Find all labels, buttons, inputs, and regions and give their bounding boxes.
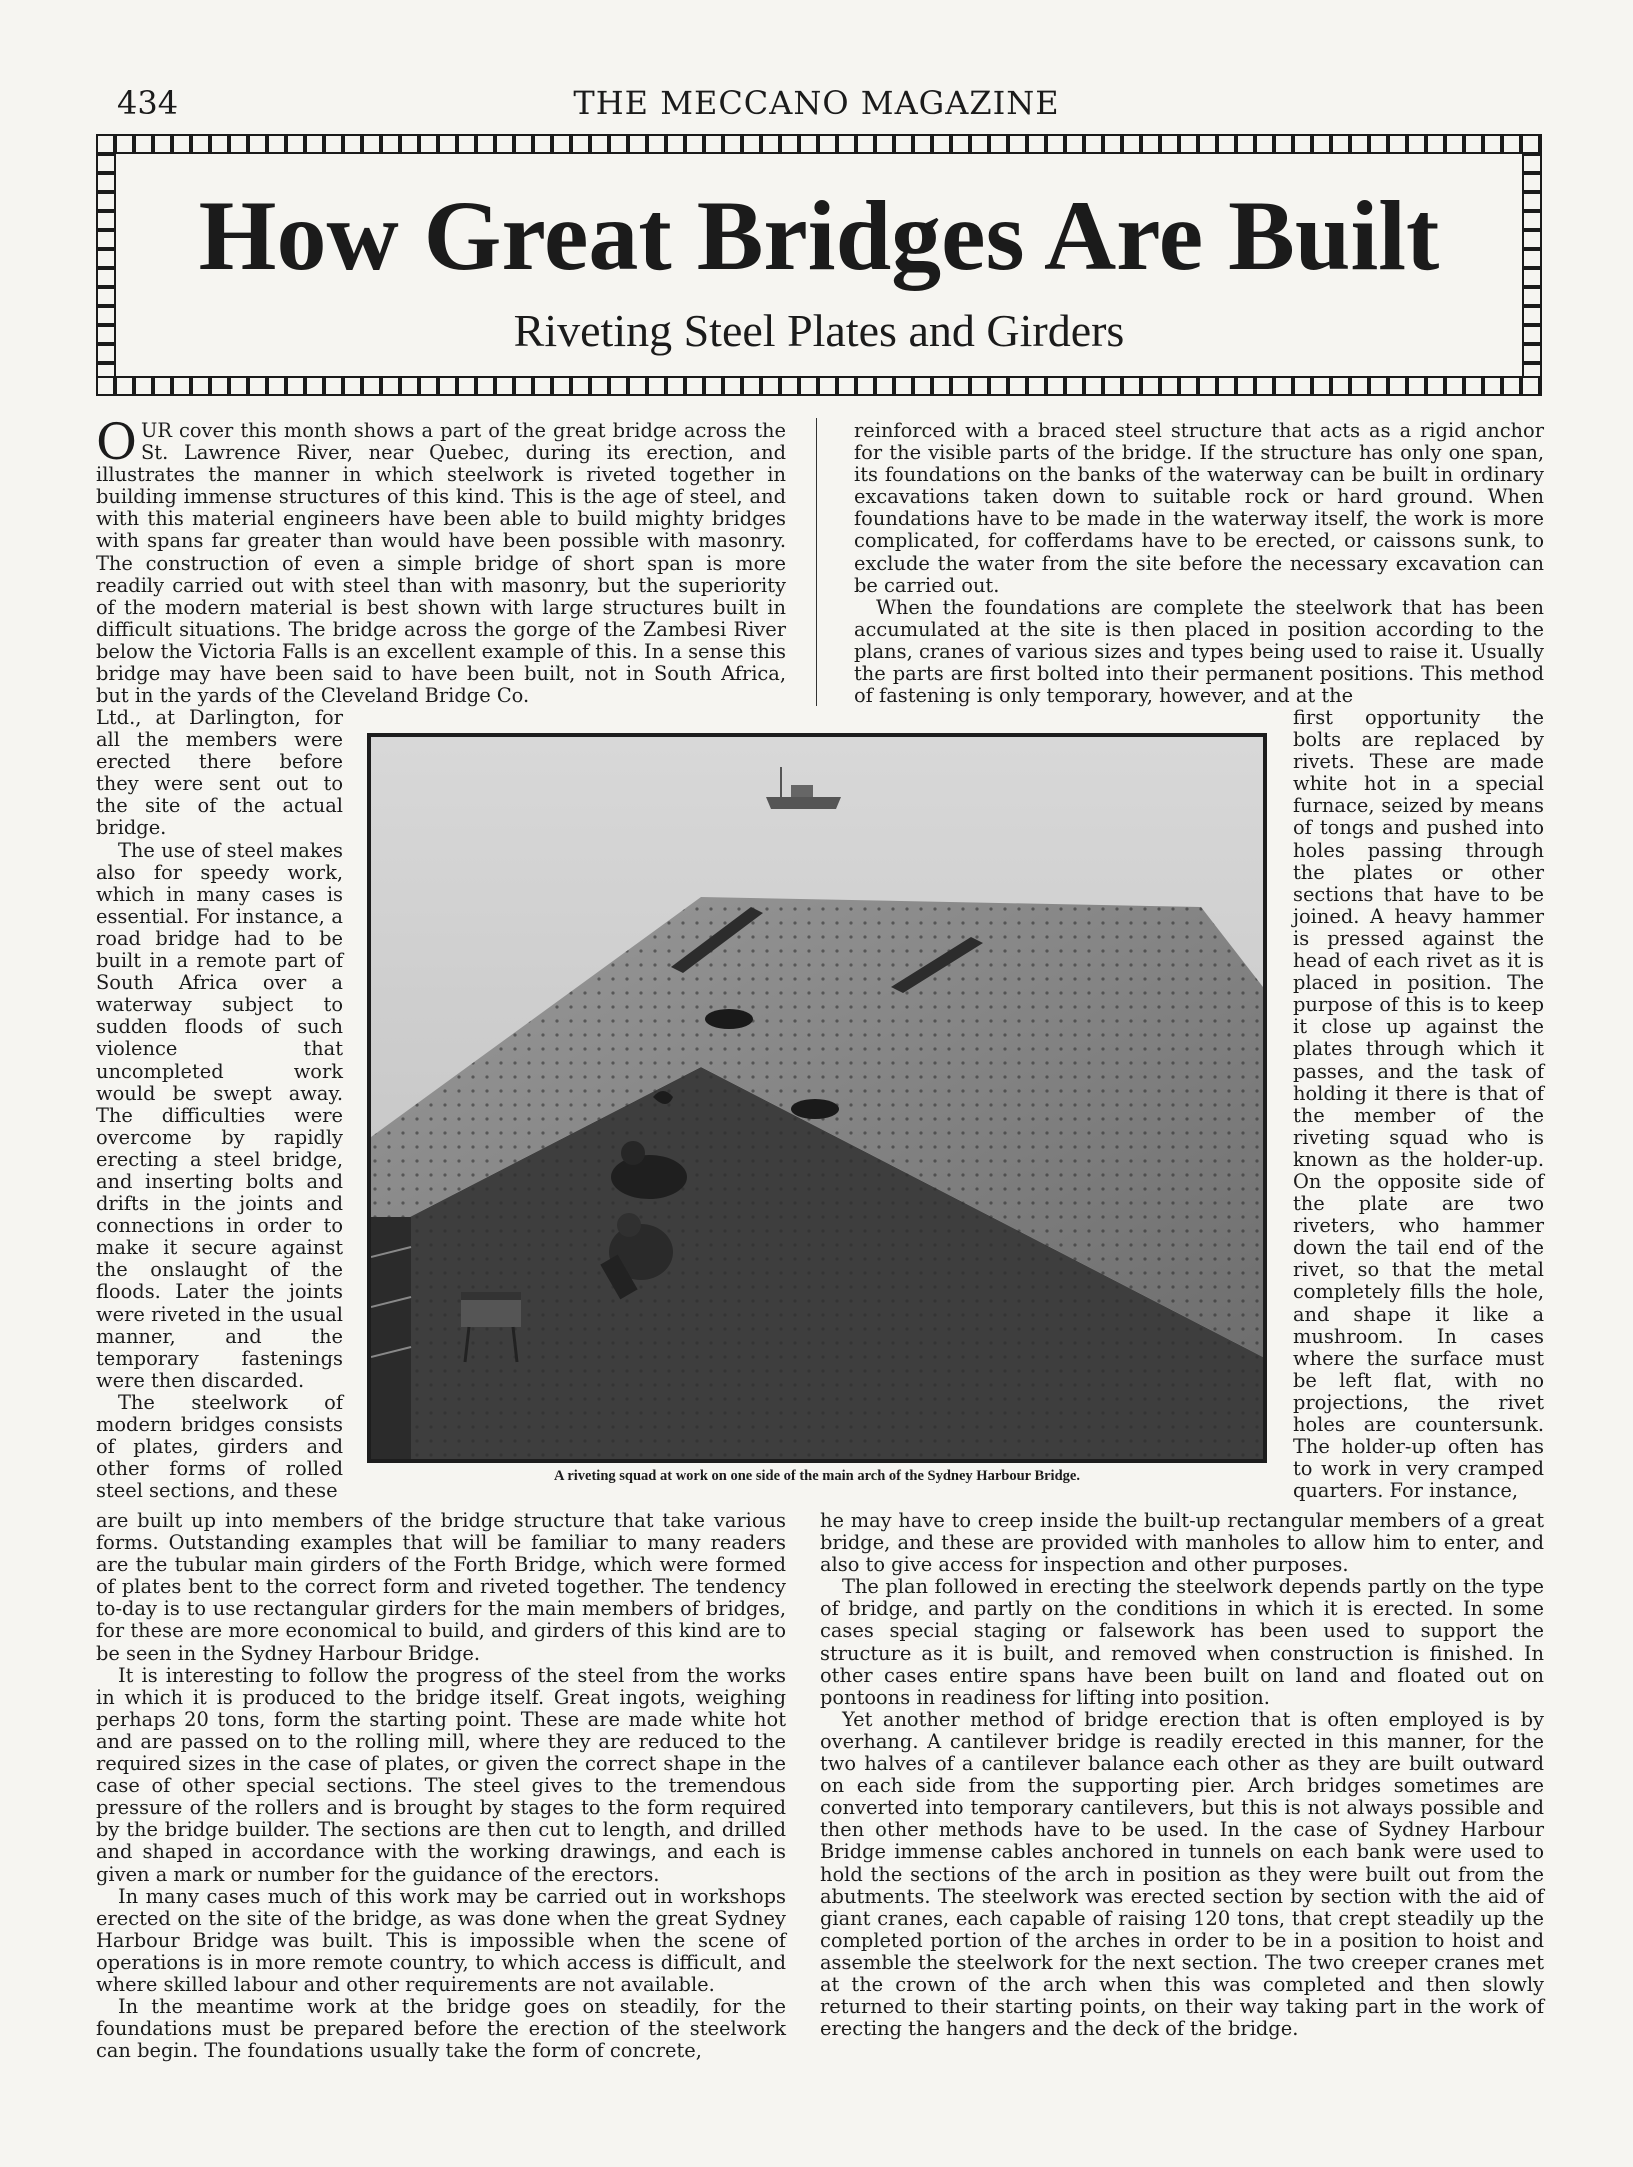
manhole xyxy=(705,1009,753,1029)
intro-text: UR cover this month shows a part of the great bridge across the St. Lawrence River, near Quebec, during its erection, and illustrates the manner in which steelwork is riveted together in building immense structures of this kind. This is the age of steel, and with this material engineers have been able to build mighty bridges with spans far greater than would have been possible with masonry. The construction of even a simple bridge of short span is more readily carried out with steel than with masonry, but the superiority of the modern material is best shown with large structures built in difficult situations. The bridge across the gorge of the Zambesi River below the Victoria Falls is an excellent example of this. In a sense this bridge may have been said to have been built, not in South Africa, but in the yards of the Cleveland Bridge Co. xyxy=(96,419,787,708)
paragraph: When the foundations are complete the steelwork that has been accumulated at the site is then placed in position according to the plans, cranes of various sizes and types being used to raise it. Usually the parts are first bolted into their permanent positions. This method of fastening is only temporary, however, and at the xyxy=(854,595,1544,708)
running-header xyxy=(0,84,1633,124)
manhole xyxy=(791,1099,839,1119)
paragraph: The plan followed in erecting the steelwork depends partly on the type of bridge, and partly on the conditions in which it is erected. In some cases special staging or falsework has been used to support the structure as it is built, and removed when construction is finished. In other cases entire spans have been built on land and floated out on pontoons in readiness for lifting into position. xyxy=(820,1575,1544,1709)
column-divider xyxy=(816,418,817,706)
column-2-side xyxy=(1293,707,1544,1502)
column-1-side xyxy=(96,707,343,1502)
paragraph: In the meantime work at the bridge goes on steadily, for the foundations must be prepared before the erection of the steelwork can begin. The foundations usually take the form of concrete, xyxy=(96,1995,786,2063)
paragraph: The use of steel makes also for speedy work, which in many cases is essential. For instance, a road bridge had to be built in a remote part of South Africa over a waterway subject to sudden floods of such violence that uncompleted work would be swept away. The difficulties were overcome by rapidly erecting a steel bridge, and inserting bolts and drifts in the joints and connections in order to make it secure against the onslaught of the floods. Later the joints were riveted in the usual manner, and the temporary fastenings were then discarded. xyxy=(96,838,343,1392)
paragraph: first opportunity the bolts are replaced by rivets. These are made white hot in a special furnace, seized by means of tongs and pushed into holes passing through the plates or other sections that have to be joined. A heavy hammer is pressed against the head of each rivet as it is placed in position. The purpose of this is to keep it close up against the plates through which it passes, and the task of holding it there is that of the member of the riveting squad who is known as the holder-up. On the opposite side of the plate are two riveters, who hammer down the tail end of the rivet, so that the metal completely fills the hole, and shape it like a mushroom. In cases where the surface must be left flat, with no projections, the rivet holes are countersunk. The holder-up often has to work in very cramped quarters. For instance, xyxy=(1293,706,1544,1503)
column-1-bottom xyxy=(96,1510,786,2062)
drop-cap: O xyxy=(96,413,137,471)
paragraph: Yet another method of bridge erection that is often employed is by overhang. A cantilever bridge is readily erected in this manner, for the two halves of a cantilever balance each other as they are built outward on each side from the supporting pier. Arch bridges sometimes are converted into temporary cantilevers, but this is not always possible and then other methods have to be used. In the case of Sydney Harbour Bridge immense cables anchored in tunnels on each bank were used to hold the sections of the arch in position as they were built out from the abutments. The steelwork was erected section by section with the aid of giant cranes, each capable of raising 120 tons, that crept steadily up the completed portion of the arches in order to be in a position to hoist and assemble the steelwork for the next section. The two creeper cranes met at the crown of the arch when this was completed and then slowly returned to their starting points, on their way taking part in the work of erecting the hangers and the deck of the bridge. xyxy=(820,1707,1544,2041)
column-1-top xyxy=(96,413,787,708)
paragraph: reinforced with a braced steel structure that acts as a rigid anchor for the visible parts of the bridge. If the structure has only one span, its foundations on the banks of the waterway can be built in ordinary excavations taken down to suitable rock or hard ground. When foundations have to be made in the waterway itself, the work is more complicated, for cofferdams have to be erected, or caissons sunk, to exclude the water from the site before the necessary excavation can be carried out. xyxy=(854,419,1544,597)
magazine-title: THE MECCANO MAGAZINE xyxy=(573,84,1060,122)
article-title: How Great Bridges Are Built xyxy=(198,180,1440,291)
paragraph: It is interesting to follow the progress of the steel from the works in which it is produced to the bridge itself. Great ingots, weighing perhaps 20 tons, form the starting point. These are made white hot and are passed on to the rolling mill, where they are reduced to the required sizes in the case of plates, or given the correct shape in the case of other special sections. The steel gives to the tremendous pressure of the rollers and is brought by stages to the form required by the bridge builder. The sections are then cut to length, and drilled and shaped in accordance with the working drawings, and each is given a mark or number for the guidance of the erectors. xyxy=(96,1663,786,1886)
bridge-photo xyxy=(371,737,1263,1459)
intro-paragraph xyxy=(96,413,787,708)
article-subtitle: Riveting Steel Plates and Girders xyxy=(513,305,1125,356)
paragraph: Ltd., at Darlington, for all the members were erected there before they were sent out to the site of the actual bridge. xyxy=(96,706,343,840)
title-box xyxy=(96,134,1542,396)
paragraph: he may have to creep inside the built-up rectangular members of a great bridge, and these are provided with manholes to allow him to enter, and also to give access for inspection and other purposes. xyxy=(820,1509,1544,1577)
title-border-bottom xyxy=(96,376,1542,396)
figure-caption: A riveting squad at work on one side of the main arch of the Sydney Harbour Bridge. xyxy=(554,1468,1080,1484)
title-border-top xyxy=(96,134,1542,154)
column-2-bottom xyxy=(820,1510,1544,2040)
stair-structure xyxy=(371,1217,411,1459)
paragraph: The steelwork of modern bridges consists of plates, girders and other forms of rolled steel sections, and these xyxy=(96,1390,343,1503)
page-number: 434 xyxy=(117,84,179,122)
column-2-top xyxy=(854,420,1544,707)
paragraph: In many cases much of this work may be carried out in workshops erected on the site of the bridge, as was done when the great Sydney Harbour Bridge was built. This is impossible when the scene of operations is in more remote country, to which access is difficult, and where skilled labour and other requirements are not available. xyxy=(96,1884,786,1996)
photo-frame xyxy=(367,733,1267,1463)
paragraph: are built up into members of the bridge structure that take various forms. Outstanding examples that will be familiar to many readers are the tubular main girders of the Forth Bridge, which were formed of plates bent to the correct form and riveted together. The tendency to-day is to use rectangular girders for the main members of bridges, for these are more economical to build, and girders of this kind are to be seen in the Sydney Harbour Bridge. xyxy=(96,1509,786,1665)
